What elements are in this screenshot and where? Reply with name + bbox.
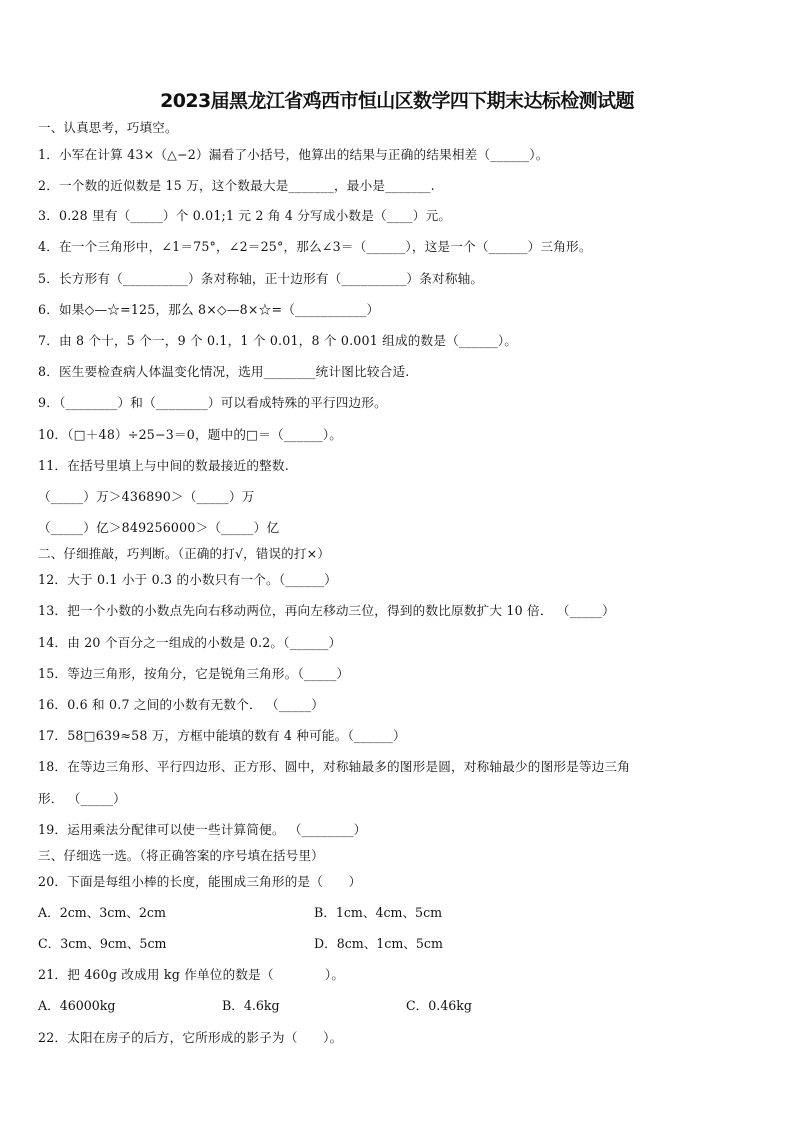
question-21-option-a: A．46000kg [38, 998, 116, 1013]
question-18-line-a: 18．在等边三角形、平行四边形、正方形、圆中，对称轴最多的图形是圆，对称轴最少的图形是等边三角 [38, 759, 631, 774]
section-heading-choice: 三、仔细选一选。（将正确答案的序号填在括号里） [38, 848, 324, 863]
question-12: 12．大于 0.1 小于 0.3 的小数只有一个。（______） [38, 572, 338, 587]
question-7: 7．由 8 个十，5 个一，9 个 0.1，1 个 0.01，8 个 0.001 组成的数是（______）。 [38, 333, 518, 348]
question-2: 2．一个数的近似数是 15 万，这个数最大是_______，最小是_______. [38, 178, 435, 193]
question-11-line-b: （_____）亿＞849256000＞（_____）亿 [38, 520, 280, 535]
question-6: 6．如果◇—☆=125，那么 8×◇—8×☆=（___________） [38, 302, 380, 317]
question-5: 5．长方形有（__________）条对称轴，正十边形有（__________）条对称轴。 [38, 271, 484, 286]
question-1: 1．小军在计算 43×（△−2）漏看了小括号，他算出的结果与正确的结果相差（______）。 [38, 147, 549, 162]
question-13: 13．把一个小数的小数点先向右移动两位，再向左移动三位，得到的数比原数扩大 10 倍． （_____） [38, 603, 615, 618]
question-21: 21．把 460g 改成用 kg 作单位的数是（ ）。 [38, 967, 345, 982]
question-21-option-c: C．0.46kg [406, 998, 472, 1013]
question-8: 8．医生要检查病人体温变化情况，选用________统计图比较合适. [38, 364, 410, 379]
question-16: 16．0.6 和 0.7 之间的小数有无数个． （_____） [38, 697, 325, 712]
question-20: 20．下面是每组小棒的长度，能围成三角形的是（ ） [38, 874, 362, 889]
question-19: 19．运用乘法分配律可以使一些计算简便。 （________） [38, 822, 367, 837]
question-14: 14．由 20 个百分之一组成的小数是 0.2。（______） [38, 635, 342, 650]
question-4: 4．在一个三角形中，∠1＝75°，∠2＝25°，那么∠3＝（______），这是一个（______）三角形。 [38, 239, 592, 254]
question-11-line-a: （_____）万＞436890＞（_____）万 [38, 489, 255, 504]
question-15: 15．等边三角形，按角分，它是锐角三角形。（_____） [38, 666, 350, 681]
question-20-option-d: D．8cm、1cm、5cm [314, 936, 443, 951]
question-11: 11．在括号里填上与中间的数最接近的整数. [38, 458, 289, 473]
question-20-option-a: A．2cm、3cm、2cm [38, 905, 166, 920]
question-10: 10．（□＋48）÷25−3＝0，题中的□＝（______）。 [38, 427, 343, 442]
question-20-option-b: B．1cm、4cm、5cm [314, 905, 443, 920]
question-17: 17．58□639≈58 万，方框中能填的数有 4 种可能。（______） [38, 728, 406, 743]
question-3: 3．0.28 里有（_____）个 0.01;1 元 2 角 4 分写成小数是（____）元。 [38, 208, 452, 223]
section-heading-judge: 二、仔细推敲，巧判断。（正确的打√，错误的打×） [38, 546, 330, 561]
question-22: 22．太阳在房子的后方，它所形成的影子为（ ）。 [38, 1030, 343, 1045]
page-title: 2023届黑龙江省鸡西市恒山区数学四下期末达标检测试题 [160, 90, 634, 112]
question-21-option-b: B．4.6kg [222, 998, 280, 1013]
section-heading-fill-in: 一、认真思考，巧填空。 [38, 120, 178, 135]
question-9: 9．（________）和（________）可以看成特殊的平行四边形。 [38, 395, 387, 410]
question-20-option-c: C．3cm、9cm、5cm [38, 936, 167, 951]
question-18-line-b: 形． （_____） [38, 791, 126, 806]
